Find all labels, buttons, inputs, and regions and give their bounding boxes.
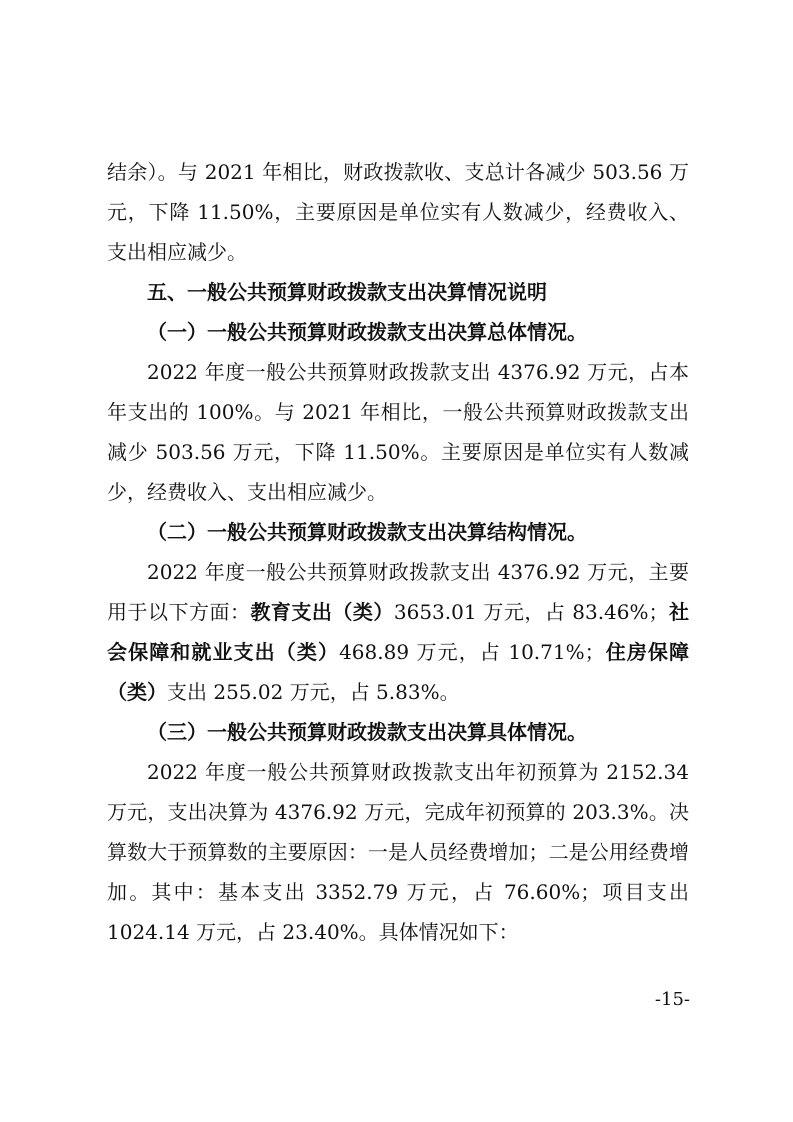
structure-text-1: 2022 年度一般公共预算财政拨款支出 4376.92 万元，主要用于以下方面： (107, 560, 689, 624)
education-category: 教育支出（类） (250, 600, 394, 624)
subheading-details: （三）一般公共预算财政拨款支出决算具体情况。 (147, 720, 587, 744)
housing-category: 住房保障（类） (107, 640, 690, 704)
paragraph-overall: 2022 年度一般公共预算财政拨款支出 4376.92 万元，占本年支出的 100%。与 2021 年相比，一般公共预算财政拨款支出减少 503.56 万元，下降 11.50%。主要原因是单位实有人数减少，经费收入、支出相应减少。 (107, 360, 689, 504)
paragraph-structure (107, 552, 689, 712)
paragraph-revenue-summary: 结余）。与 2021 年相比，财政拨款收、支总计各减少 503.56 万元，下降 11.50%，主要原因是单位实有人数减少，经费收入、支出相应减少。 (107, 160, 689, 264)
page-number: -15- (654, 989, 690, 1010)
paragraph-details: 2022 年度一般公共预算财政拨款支出年初预算为 2152.34 万元，支出决算为 4376.92 万元，完成年初预算的 203.3%。决算数大于预算数的主要原因：一是人员经费增加；二是公用经费增加。其中：基本支出 3352.79 万元，占 76.60%；项目支出 1024.14 万元，占 23.40%。具体情况如下： (107, 760, 689, 944)
structure-text-4: 支出 255.02 万元，占 5.83%。 (167, 680, 460, 704)
social-security-category: 社会保障和就业支出（类） (107, 600, 690, 664)
section-heading-five: 五、一般公共预算财政拨款支出决算情况说明 (147, 280, 547, 304)
structure-text-3: 468.89 万元，占 10.71%； (339, 640, 605, 664)
subheading-structure: （二）一般公共预算财政拨款支出决算结构情况。 (147, 520, 587, 544)
subheading-overall: （一）一般公共预算财政拨款支出决算总体情况。 (147, 320, 587, 344)
structure-text-2: 3653.01 万元，占 83.46%； (393, 600, 669, 624)
